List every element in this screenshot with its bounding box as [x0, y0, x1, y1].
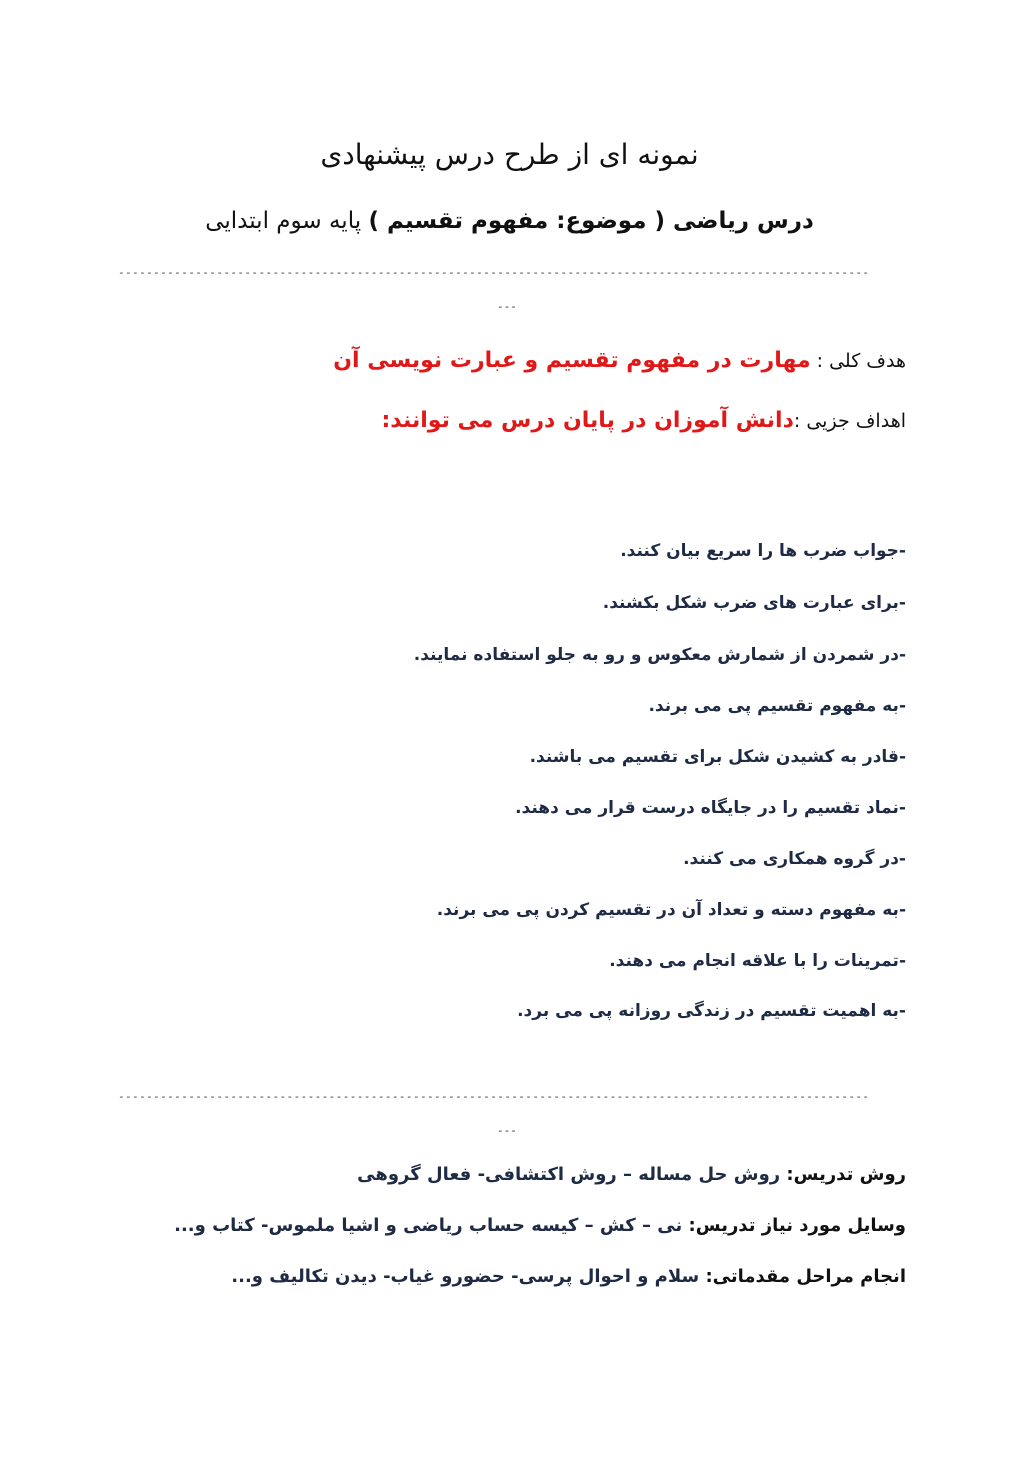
teaching-method: [357, 1164, 906, 1185]
objective-item: -جواب ضرب ها را سریع بیان کنند.: [620, 541, 906, 561]
teaching-tools-label: وسایل مورد نیاز تدریس:: [682, 1215, 906, 1236]
general-goal: [333, 348, 906, 373]
introductory-steps-label: انجام مراحل مقدماتی:: [699, 1266, 906, 1287]
introductory-steps: [231, 1266, 906, 1287]
lesson-subject: درس ریاضی ( موضوع: مفهوم تقسیم ): [368, 208, 814, 234]
introductory-steps-value: سلام و احوال پرسی- حضورو غیاب- دیدن تکالیف و...: [231, 1266, 700, 1287]
objective-item: -به مفهوم تقسیم پی می برند.: [648, 696, 906, 716]
lesson-subtitle: [0, 208, 1019, 234]
objective-item: -به اهمیت تقسیم در زندگی روزانه پی می برد.: [517, 1001, 906, 1021]
general-goal-label: هدف کلی :: [810, 350, 906, 372]
specific-goals-label: اهداف جزیی :: [793, 410, 906, 432]
objective-item: -در شمردن از شمارش معکوس و رو به جلو استفاده نمایند.: [413, 645, 906, 665]
objective-item: -به مفهوم دسته و تعداد آن در تقسیم کردن پی می برند.: [436, 900, 906, 920]
specific-goals: [382, 408, 907, 433]
teaching-method-label: روش تدریس:: [780, 1164, 906, 1185]
objective-item: -نماد تقسیم را در جایگاه درست قرار می دهند.: [515, 798, 906, 818]
objective-item: -در گروه همکاری می کنند.: [683, 849, 906, 869]
separator-line: -----------------------------------------------------------------------------------------------------------: [118, 1090, 870, 1103]
page-title: نمونه ای از طرح درس پیشنهادی: [320, 138, 699, 171]
objective-item: -تمرینات را با علاقه انجام می دهند.: [609, 951, 906, 971]
separator-tail: ---: [497, 1124, 517, 1137]
separator-tail: ---: [497, 300, 517, 313]
specific-goals-value: دانش آموزان در پایان درس می توانند:: [381, 408, 794, 433]
separator-line: -----------------------------------------------------------------------------------------------------------: [118, 266, 870, 279]
teaching-method-value: روش حل مساله – روش اکتشافی- فعال گروهی: [357, 1164, 781, 1185]
general-goal-value: مهارت در مفهوم تقسیم و عبارت نویسی آن: [333, 348, 811, 373]
teaching-tools: [174, 1215, 906, 1236]
lesson-grade: پایه سوم ابتدایی: [205, 208, 369, 234]
objective-item: -برای عبارت های ضرب شکل بکشند.: [602, 593, 906, 613]
objective-item: -قادر به کشیدن شکل برای تقسیم می باشند.: [529, 747, 906, 767]
teaching-tools-value: نی – کش – کیسه حساب ریاضی و اشیا ملموس- کتاب و...: [174, 1215, 683, 1236]
